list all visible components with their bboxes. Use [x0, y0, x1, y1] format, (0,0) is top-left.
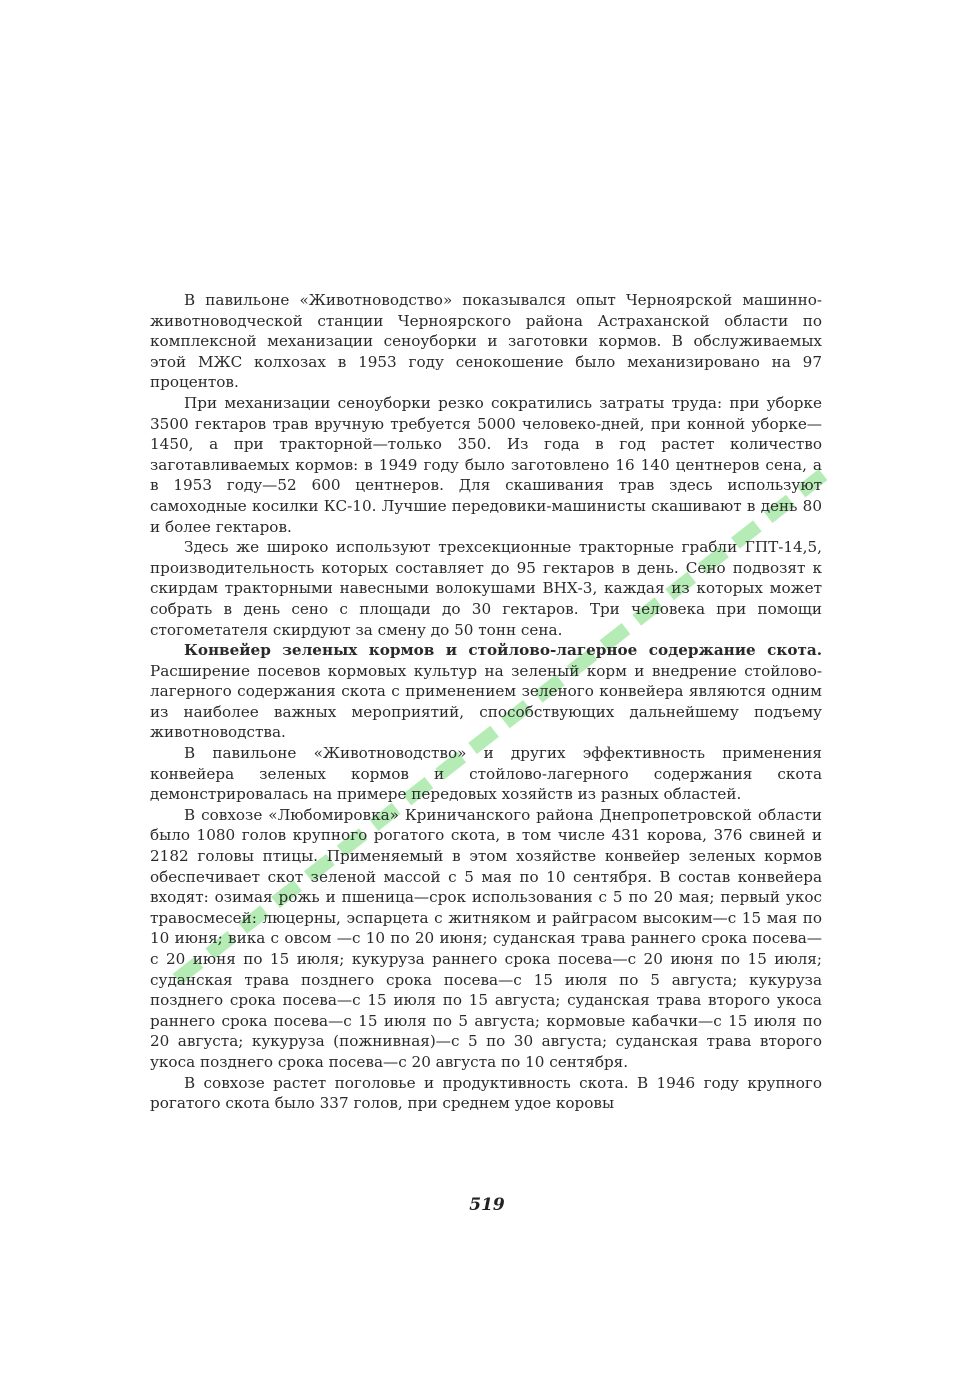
paragraph: При механизации сеноуборки резко сократились затраты труда: при уборке 3500 гектаров трав вручную требуется 5000 человеко-дней, при конной уборке—1450, а при тракторной—только 350. Из года в год растет количество заготавливаемых кормов: в 1949 году было заготовлено 16 140 центнеров сена, а в 1953 году—52 600 центнеров. Для скашивания трав здесь используют самоходные косилки КС-10. Лучшие передовики-машинисты скашивают в день 80 и более гектаров. [150, 393, 822, 536]
paragraph: В совхозе «Любомировка» Криничанского района Днепропетровской области было 1080 голов крупного рогатого скота, в том числе 431 корова, 376 свиней и 2182 головы птицы. Применяемый в этом хозяйстве конвейер зеленых кормов обеспечивает скот зеленой массой с 5 мая по 10 сентября. В состав конвейера входят: озимая рожь и пшеница—срок использования с 5 по 20 мая; первый укос травосмесей: люцерны, эспарцета с житняком и райграсом высоким—с 15 мая по 10 июня; вика с овсом —с 10 по 20 июня; суданская трава раннего срока посева—с 20 июня по 15 июля; кукуруза раннего срока посева—с 20 июня по 15 июля; суданская трава позднего срока посева—с 15 июля по 5 августа; кукуруза позднего срока посева—с 15 июля по 15 августа; суданская трава второго укоса раннего срока посева—с 15 июля по 5 августа; кормовые кабачки—с 15 июля по 20 августа; кукуруза (пожнивная)—с 5 по 30 августа; суданская трава второго укоса позднего срока посева—с 20 августа по 10 сентября. [150, 805, 822, 1071]
paragraph: Здесь же широко используют трехсекционные тракторные грабли ГПТ-14,5, производительность которых составляет до 95 гектаров в день. Сено подвозят к скирдам тракторными навесными волокушами ВНХ-3, каждая из которых может собрать в день сено с площади до 30 гектаров. Три человека при помощи стогометателя скирдуют за смену до 50 тонн сена. [150, 538, 822, 639]
paragraph: В павильоне «Животноводство» показывался опыт Черноярской машинно-животноводческой станции Черноярского района Астраханской области по комплексной механизации сеноуборки и заготовки кормов. В обслуживаемых этой МЖС колхозах в 1953 году сенокошение было механизировано на 97 процентов. [150, 291, 822, 392]
paragraph: В павильоне «Животноводство» и других эффективность применения конвейера зеленых кормов и стойлово-лагерного содержания скота демонстрировалась на примере передовых хозяйств из разных областей. [150, 744, 822, 804]
body-text [150, 290, 822, 1114]
section-text: Расширение посевов кормовых культур на зеленый корм и внедрение стойлово-лагерного содержания скота с применением зеленого конвейера являются одним из наиболее важных мероприятий, способствующих дальнейшему подъему животноводства. [150, 661, 822, 742]
paragraph: В совхозе растет поголовье и продуктивность скота. В 1946 году крупного рогатого скота было 337 голов, при среднем удое коровы [150, 1073, 822, 1113]
section-paragraph [150, 640, 822, 743]
page-number: 519 [469, 1195, 505, 1215]
section-heading: Конвейер зеленых кормов и стойлово-лагерное содержание скота. [184, 641, 822, 660]
